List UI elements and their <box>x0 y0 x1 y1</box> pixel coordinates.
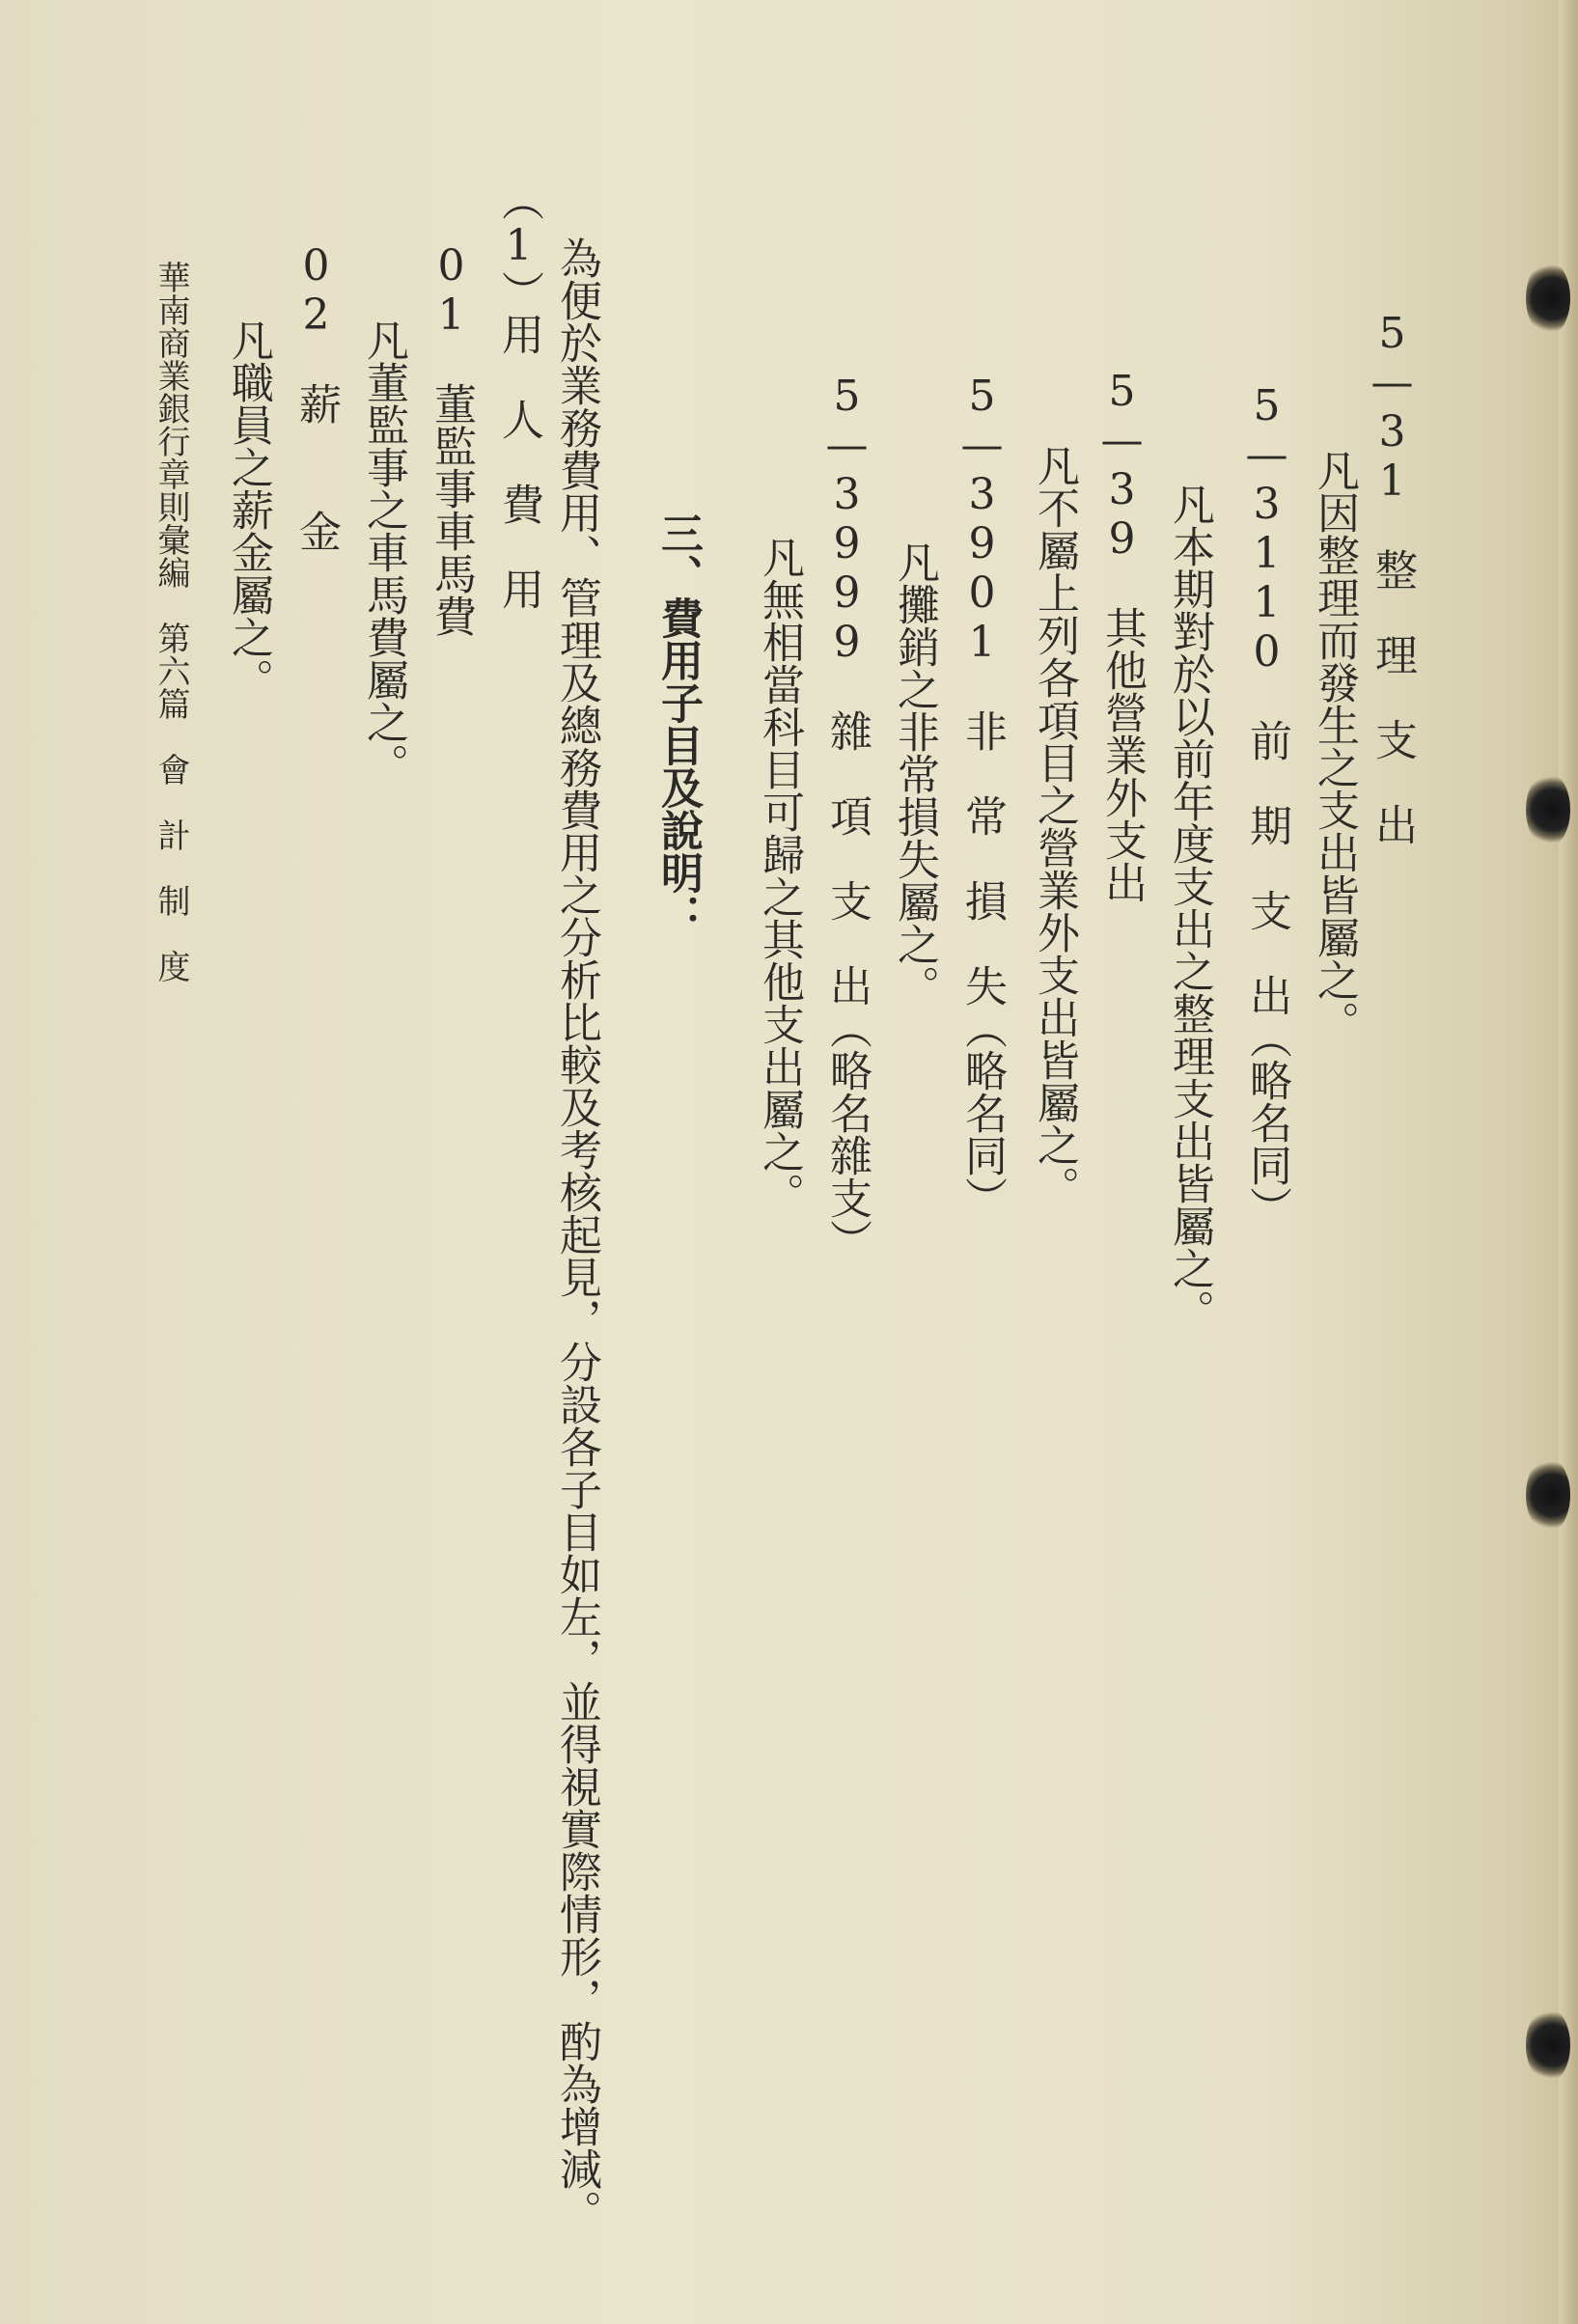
section-three-intro: 為便於業務費用、管理及總務費用之分析比較及考核起見，分設各子目如左，並得視實際情形，酌為增減。 <box>552 236 601 2232</box>
item-5-3110-heading: 5—3110 前 期 支 出（略名同） <box>1242 381 1291 1229</box>
item-5-31-desc: 凡因整理而發生之支出皆屬之。 <box>1310 449 1359 1043</box>
sub-item-01-desc: 凡董監事之車馬費屬之。 <box>359 318 408 786</box>
item-5-39-desc: 凡不屬上列各項目之營業外支出皆屬之。 <box>1030 444 1079 1208</box>
running-footer: 華南商業銀行章則彙編 第六篇 會 計 制 度 <box>152 261 190 982</box>
item-5-39-heading: 5—39 其他營業外支出 <box>1097 367 1147 903</box>
binding-hole <box>1526 2007 1570 2083</box>
item-5-31-heading: 5—31 整 理 支 出 <box>1368 309 1417 845</box>
item-5-3999-desc: 凡無相當科目可歸之其他支出屬之。 <box>755 536 804 1215</box>
subsection-1-heading: （1）用 人 費 用 <box>494 179 543 610</box>
item-5-3999-heading: 5—3999 雜 項 支 出（略名雜支） <box>822 372 872 1261</box>
binding-hole <box>1526 261 1570 336</box>
item-5-3901-heading: 5—3901 非 常 損 失（略名同） <box>957 372 1007 1219</box>
item-5-3110-desc: 凡本期對於以前年度支出之整理支出皆屬之。 <box>1165 483 1214 1332</box>
item-5-3901-desc: 凡攤銷之非常損失屬之。 <box>890 540 939 1008</box>
binding-hole <box>1526 1457 1570 1533</box>
sub-item-02-heading: 02 薪 金 <box>291 241 341 552</box>
sub-item-01-heading: 01 董監事車馬費 <box>427 241 476 637</box>
binding-hole <box>1526 772 1570 847</box>
section-three-heading: 三、費用子目及說明： <box>653 512 703 936</box>
binding-edge <box>1559 0 1578 2324</box>
sub-item-02-desc: 凡職員之薪金屬之。 <box>224 318 273 701</box>
